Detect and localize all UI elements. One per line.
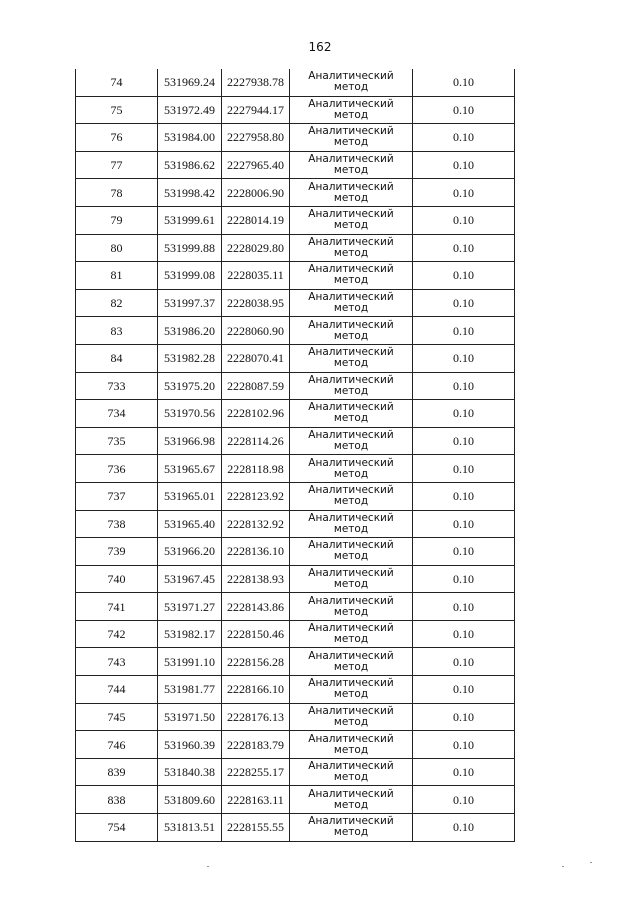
- table-row: [76, 538, 515, 566]
- table-row: [76, 565, 515, 593]
- table-row: [76, 96, 515, 124]
- x-coordinate-cell: 531998.42: [158, 179, 222, 207]
- point-number-cell: 754: [76, 814, 158, 842]
- method-cell: [290, 482, 413, 510]
- accuracy-cell: 0.10: [413, 565, 515, 593]
- method-cell: [290, 234, 413, 262]
- table-row: [76, 427, 515, 455]
- method-label: Аналитический метод: [308, 566, 394, 590]
- method-cell: [290, 372, 413, 400]
- x-coordinate-cell: 531965.01: [158, 482, 222, 510]
- table-row: [76, 151, 515, 179]
- accuracy-cell: 0.10: [413, 593, 515, 621]
- x-coordinate-cell: 531840.38: [158, 758, 222, 786]
- x-coordinate-cell: 531967.45: [158, 565, 222, 593]
- table-row: [76, 814, 515, 842]
- point-number-cell: 745: [76, 703, 158, 731]
- scan-speck: [590, 862, 592, 863]
- y-coordinate-cell: 2228163.11: [222, 786, 290, 814]
- y-coordinate-cell: 2228014.19: [222, 206, 290, 234]
- method-cell: [290, 179, 413, 207]
- x-coordinate-cell: 531991.10: [158, 648, 222, 676]
- method-label: Аналитический метод: [308, 401, 394, 425]
- point-number-cell: 746: [76, 731, 158, 759]
- method-label: Аналитический метод: [308, 732, 394, 756]
- x-coordinate-cell: 531986.62: [158, 151, 222, 179]
- method-cell: [290, 565, 413, 593]
- accuracy-cell: 0.10: [413, 703, 515, 731]
- y-coordinate-cell: 2228183.79: [222, 731, 290, 759]
- method-cell: [290, 676, 413, 704]
- method-cell: [290, 317, 413, 345]
- y-coordinate-cell: 2228070.41: [222, 344, 290, 372]
- accuracy-cell: 0.10: [413, 69, 515, 96]
- method-cell: [290, 124, 413, 152]
- y-coordinate-cell: 2228118.98: [222, 455, 290, 483]
- x-coordinate-cell: 531999.08: [158, 262, 222, 290]
- accuracy-cell: 0.10: [413, 151, 515, 179]
- x-coordinate-cell: 531809.60: [158, 786, 222, 814]
- method-label: Аналитический метод: [308, 649, 394, 673]
- method-label: Аналитический метод: [308, 704, 394, 728]
- method-label: Аналитический метод: [308, 125, 394, 149]
- point-number-cell: 741: [76, 593, 158, 621]
- x-coordinate-cell: 531960.39: [158, 731, 222, 759]
- y-coordinate-cell: 2228006.90: [222, 179, 290, 207]
- method-cell: [290, 814, 413, 842]
- point-number-cell: 737: [76, 482, 158, 510]
- x-coordinate-cell: 531965.67: [158, 455, 222, 483]
- accuracy-cell: 0.10: [413, 179, 515, 207]
- y-coordinate-cell: 2228136.10: [222, 538, 290, 566]
- coordinates-table-body: [76, 69, 515, 841]
- point-number-cell: 743: [76, 648, 158, 676]
- method-label: Аналитический метод: [308, 346, 394, 370]
- scan-speck: [562, 866, 564, 867]
- method-cell: [290, 786, 413, 814]
- method-cell: [290, 262, 413, 290]
- y-coordinate-cell: 2227944.17: [222, 96, 290, 124]
- page-number: 162: [308, 40, 332, 54]
- point-number-cell: 734: [76, 400, 158, 428]
- point-number-cell: 78: [76, 179, 158, 207]
- table-row: [76, 206, 515, 234]
- x-coordinate-cell: 531966.20: [158, 538, 222, 566]
- method-cell: [290, 593, 413, 621]
- accuracy-cell: 0.10: [413, 400, 515, 428]
- x-coordinate-cell: 531997.37: [158, 289, 222, 317]
- y-coordinate-cell: 2228166.10: [222, 676, 290, 704]
- y-coordinate-cell: 2228035.11: [222, 262, 290, 290]
- table-row: [76, 317, 515, 345]
- accuracy-cell: 0.10: [413, 427, 515, 455]
- point-number-cell: 74: [76, 69, 158, 96]
- table-row: [76, 400, 515, 428]
- method-cell: [290, 96, 413, 124]
- x-coordinate-cell: 531982.28: [158, 344, 222, 372]
- point-number-cell: 84: [76, 344, 158, 372]
- x-coordinate-cell: 531813.51: [158, 814, 222, 842]
- point-number-cell: 733: [76, 372, 158, 400]
- method-label: Аналитический метод: [308, 208, 394, 232]
- accuracy-cell: 0.10: [413, 262, 515, 290]
- table-row: [76, 620, 515, 648]
- point-number-cell: 736: [76, 455, 158, 483]
- point-number-cell: 738: [76, 510, 158, 538]
- table-row: [76, 648, 515, 676]
- method-label: Аналитический метод: [308, 815, 394, 839]
- point-number-cell: 742: [76, 620, 158, 648]
- method-cell: [290, 344, 413, 372]
- method-cell: [290, 758, 413, 786]
- method-label: Аналитический метод: [308, 97, 394, 121]
- method-label: Аналитический метод: [308, 235, 394, 259]
- table-row: [76, 124, 515, 152]
- x-coordinate-cell: 531970.56: [158, 400, 222, 428]
- y-coordinate-cell: 2228143.86: [222, 593, 290, 621]
- method-cell: [290, 151, 413, 179]
- accuracy-cell: 0.10: [413, 317, 515, 345]
- point-number-cell: 82: [76, 289, 158, 317]
- y-coordinate-cell: 2227938.78: [222, 69, 290, 96]
- point-number-cell: 735: [76, 427, 158, 455]
- table-row: [76, 758, 515, 786]
- y-coordinate-cell: 2228255.17: [222, 758, 290, 786]
- method-cell: [290, 400, 413, 428]
- accuracy-cell: 0.10: [413, 676, 515, 704]
- accuracy-cell: 0.10: [413, 648, 515, 676]
- x-coordinate-cell: 531986.20: [158, 317, 222, 345]
- point-number-cell: 79: [76, 206, 158, 234]
- method-label: Аналитический метод: [308, 511, 394, 535]
- scan-speck: [207, 866, 209, 867]
- point-number-cell: 81: [76, 262, 158, 290]
- y-coordinate-cell: 2228156.28: [222, 648, 290, 676]
- y-coordinate-cell: 2228102.96: [222, 400, 290, 428]
- table-row: [76, 262, 515, 290]
- method-label: Аналитический метод: [308, 456, 394, 480]
- y-coordinate-cell: 2227965.40: [222, 151, 290, 179]
- method-cell: [290, 648, 413, 676]
- method-cell: [290, 206, 413, 234]
- x-coordinate-cell: 531971.27: [158, 593, 222, 621]
- table-row: [76, 703, 515, 731]
- point-number-cell: 75: [76, 96, 158, 124]
- y-coordinate-cell: 2228060.90: [222, 317, 290, 345]
- method-cell: [290, 510, 413, 538]
- method-label: Аналитический метод: [308, 760, 394, 784]
- method-label: Аналитический метод: [308, 263, 394, 287]
- y-coordinate-cell: 2228150.46: [222, 620, 290, 648]
- y-coordinate-cell: 2228155.55: [222, 814, 290, 842]
- method-cell: [290, 620, 413, 648]
- point-number-cell: 839: [76, 758, 158, 786]
- point-number-cell: 744: [76, 676, 158, 704]
- accuracy-cell: 0.10: [413, 731, 515, 759]
- point-number-cell: 83: [76, 317, 158, 345]
- accuracy-cell: 0.10: [413, 538, 515, 566]
- method-cell: [290, 427, 413, 455]
- table-row: [76, 482, 515, 510]
- table-row: [76, 372, 515, 400]
- accuracy-cell: 0.10: [413, 206, 515, 234]
- point-number-cell: 77: [76, 151, 158, 179]
- table-row: [76, 731, 515, 759]
- accuracy-cell: 0.10: [413, 234, 515, 262]
- table-row: [76, 234, 515, 262]
- method-label: Аналитический метод: [308, 539, 394, 563]
- method-label: Аналитический метод: [308, 291, 394, 315]
- point-number-cell: 739: [76, 538, 158, 566]
- table-row: [76, 344, 515, 372]
- method-cell: [290, 703, 413, 731]
- y-coordinate-cell: 2228176.13: [222, 703, 290, 731]
- x-coordinate-cell: 531982.17: [158, 620, 222, 648]
- y-coordinate-cell: 2228029.80: [222, 234, 290, 262]
- x-coordinate-cell: 531966.98: [158, 427, 222, 455]
- method-label: Аналитический метод: [308, 70, 394, 94]
- point-number-cell: 838: [76, 786, 158, 814]
- accuracy-cell: 0.10: [413, 455, 515, 483]
- method-label: Аналитический метод: [308, 180, 394, 204]
- table-row: [76, 593, 515, 621]
- accuracy-cell: 0.10: [413, 289, 515, 317]
- method-label: Аналитический метод: [308, 373, 394, 397]
- accuracy-cell: 0.10: [413, 620, 515, 648]
- y-coordinate-cell: 2228038.95: [222, 289, 290, 317]
- y-coordinate-cell: 2228114.26: [222, 427, 290, 455]
- table-row: [76, 69, 515, 96]
- point-number-cell: 740: [76, 565, 158, 593]
- coordinates-table: [75, 69, 515, 842]
- table-row: [76, 676, 515, 704]
- x-coordinate-cell: 531999.61: [158, 206, 222, 234]
- x-coordinate-cell: 531981.77: [158, 676, 222, 704]
- point-number-cell: 80: [76, 234, 158, 262]
- method-label: Аналитический метод: [308, 484, 394, 508]
- accuracy-cell: 0.10: [413, 372, 515, 400]
- method-label: Аналитический метод: [308, 677, 394, 701]
- accuracy-cell: 0.10: [413, 510, 515, 538]
- x-coordinate-cell: 531971.50: [158, 703, 222, 731]
- y-coordinate-cell: 2228132.92: [222, 510, 290, 538]
- method-label: Аналитический метод: [308, 594, 394, 618]
- y-coordinate-cell: 2227958.80: [222, 124, 290, 152]
- method-label: Аналитический метод: [308, 622, 394, 646]
- x-coordinate-cell: 531984.00: [158, 124, 222, 152]
- table-row: [76, 289, 515, 317]
- method-cell: [290, 69, 413, 96]
- accuracy-cell: 0.10: [413, 124, 515, 152]
- table-row: [76, 179, 515, 207]
- x-coordinate-cell: 531972.49: [158, 96, 222, 124]
- accuracy-cell: 0.10: [413, 344, 515, 372]
- point-number-cell: 76: [76, 124, 158, 152]
- method-cell: [290, 731, 413, 759]
- x-coordinate-cell: 531975.20: [158, 372, 222, 400]
- y-coordinate-cell: 2228087.59: [222, 372, 290, 400]
- accuracy-cell: 0.10: [413, 482, 515, 510]
- method-cell: [290, 289, 413, 317]
- table-row: [76, 455, 515, 483]
- y-coordinate-cell: 2228123.92: [222, 482, 290, 510]
- accuracy-cell: 0.10: [413, 786, 515, 814]
- method-label: Аналитический метод: [308, 787, 394, 811]
- x-coordinate-cell: 531999.88: [158, 234, 222, 262]
- table-row: [76, 510, 515, 538]
- table-row: [76, 786, 515, 814]
- y-coordinate-cell: 2228138.93: [222, 565, 290, 593]
- accuracy-cell: 0.10: [413, 758, 515, 786]
- x-coordinate-cell: 531965.40: [158, 510, 222, 538]
- method-label: Аналитический метод: [308, 153, 394, 177]
- accuracy-cell: 0.10: [413, 96, 515, 124]
- accuracy-cell: 0.10: [413, 814, 515, 842]
- method-label: Аналитический метод: [308, 429, 394, 453]
- method-cell: [290, 538, 413, 566]
- method-cell: [290, 455, 413, 483]
- method-label: Аналитический метод: [308, 318, 394, 342]
- x-coordinate-cell: 531969.24: [158, 69, 222, 96]
